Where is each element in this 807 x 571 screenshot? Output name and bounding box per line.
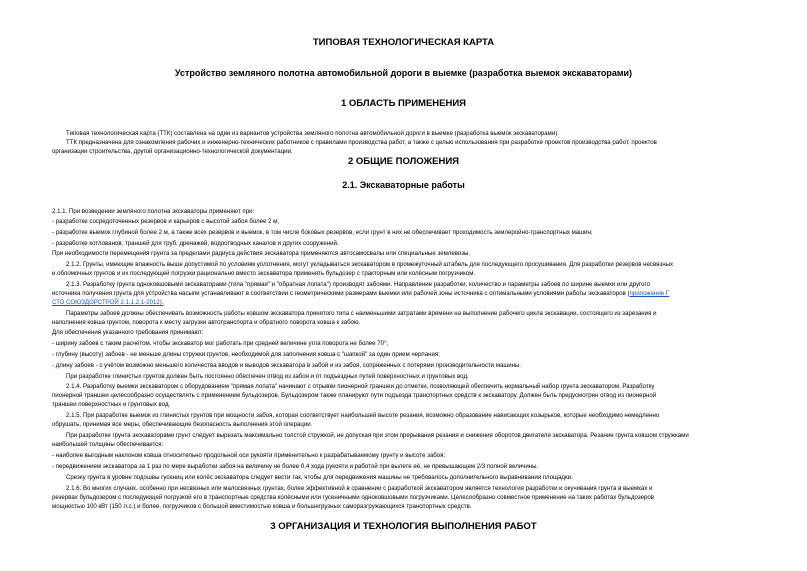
section-1-heading: 1 ОБЛАСТЬ ПРИМЕНЕНИЯ	[340, 98, 467, 109]
paragraph-line: мощностью 100 кВт (150 л.с.) и более, погрузчиков с большой вместимостью ковша и большегрузных саморазгружающихся транспортных средств.	[52, 503, 472, 510]
paragraph-line: Типовая технологическая карта (ТТК) составлена на один из вариантов устройства земляного полотна автомобильной дороги в выемке (разработка выемок экскаваторами).	[66, 130, 559, 137]
paragraph-line: организации строительства, другой организационно-технологической документации.	[52, 148, 293, 155]
document-subtitle: Устройство земляного полотна автомобильной дороги в выемке (разработка выемок экскаваторами)	[174, 68, 633, 78]
paragraph-line: 2.1.5. При разработке выемок из глинистых грунтов при мощности забоя, которая соответствует наибольшей высоте резания, возможно образование нависающих козырьков, которые необходимо немедленно	[66, 412, 660, 419]
paragraph-line: 2.1.6. Во многих случаях, особенно при несвязных или малосвязных грунтах, более эффективной в сравнении с разработкой экскаватором является технология разработки и окучивания грунта в выемках и	[66, 485, 653, 492]
paragraph-text: источника получения грунта для устройства насыпи устанавливают в соответствии с геометрическими размерами выемки или рабочей зоны источника с оптимальными условиями работы экскаваторов (	[52, 290, 630, 297]
list-item: - глубину (высоту) забоев - не меньше длины стружки грунтов, необходимой для заполнения ковша с "шапкой" за один прием черпания;	[52, 351, 440, 358]
list-item: - разработке котлованов, траншей для труб, дренажей, водоотводных каналов и других сооружений.	[52, 240, 339, 247]
section-2-heading: 2 ОБЩИЕ ПОЛОЖЕНИЯ	[348, 156, 459, 167]
paragraph-line: ТТК предназначена для ознакомления рабочих и инженерно-технических работников с правилами производства работ, а также с целью использования при разработке проектов производства работ, проектов	[66, 139, 657, 146]
paragraph-line: При разработке грунта экскаваторами грунт следует вырезать максимально толстой стружкой, не допуская при этом прерывания резания и снижения оборотов двигателя экскаватора. Резание грунта ковшом стружками	[66, 432, 689, 439]
paragraph-line	[52, 289, 669, 298]
paragraph-line: При необходимости перемещения грунта за пределами радиуса действия экскаватора применяются автосамосвалы или специальные землевозы.	[52, 250, 471, 257]
paragraph-line: Для обеспечения указанного требования принимают:	[52, 329, 204, 336]
appendix-link[interactable]: приложение Г	[629, 290, 670, 297]
paragraph-line: обрушать, принимая все меры, обеспечивающие безопасность выполнения этой операции.	[52, 421, 313, 428]
paragraph-line: 2.1.3. Разработку грунта одноковшовыми экскаваторами (типа "прямая" и "обратная лопата") производят забоями. Направление разработки, количество и параметры забоев по ширине выемки или другого	[66, 281, 650, 288]
paragraph-line: пионерной траншеи целесообразно осуществлять с применением бульдозеров. Бульдозером также планируют пути подъезда транспортных средств к экскаватору. Должен быть предусмотрен отвод из пионерной	[52, 392, 657, 399]
section-3-heading: 3 ОРГАНИЗАЦИЯ И ТЕХНОЛОГИЯ ВЫПОЛНЕНИЯ РАБОТ	[270, 521, 537, 532]
paragraph-line: траншеи поверхностных и грунтовых вод.	[52, 401, 171, 408]
paragraph-line: Параметры забоев должны обеспечивать возможность работы ковшом экскаватора принятого типа с наименьшими затратами времени на выполнение рабочего цикла экскавации, состоящего из зарезания и	[66, 310, 657, 317]
document-title: ТИПОВАЯ ТЕХНОЛОГИЧЕСКАЯ КАРТА	[312, 37, 495, 48]
subsection-2-1-heading: 2.1. Экскаваторные работы	[342, 180, 465, 190]
paragraph-line: наибольшей толщины обеспечивается:	[52, 441, 164, 448]
paragraph-line: и обломочных грунтов и их последующей погрузки рационально вместо экскаватора применять бульдозер с тракторным или колёсным погрузчиком.	[52, 270, 476, 277]
list-item: - разработке сосредоточенных резервов и карьеров с высотой забоя более 2 м;	[52, 218, 280, 225]
list-item: - разработке выемок глубиной более 2 м, а также всех резервов и выемок, в том числе боковых резервов, если грунт в них не обеспечивает проходимость землеройно-транспортных машин;	[52, 229, 593, 236]
paragraph-line: 2.1.1. При возведении земляного полотна экскаваторы применяют при:	[52, 208, 255, 215]
paragraph-line: Срезку грунта в уровне подошвы гусениц или колёс экскаватора следует вести так, чтобы для передвижения машины не требовалось дополнительного выравнивания площадки.	[66, 474, 573, 481]
paragraph-line: резервах бульдозером с последующей погрузкой его в транспортные средства колёсными или гусеничными одноковшовыми погрузчиками. Целесообразно совместное применение на таких работах бульдозеров	[52, 494, 654, 501]
standard-link[interactable]: СТО СОЮЗДОРСТРОЙ 2.1.1.2.1-2012).	[52, 299, 164, 306]
paragraph-line	[52, 298, 163, 307]
list-item: - длину забоев - с учётом возможно меньшего количества вводов и выводов экскаватора в забой и из забоя, сопряженных с потерями производительности машины.	[52, 362, 522, 369]
paragraph-line: 2.1.4. Разработку выемки экскаватором с оборудованием "прямая лопата" начинают с отрывки пионерной траншеи до отметки, позволяющей обеспечить нормальный набор грунта экскаватором. Разработку	[66, 383, 655, 390]
list-item: - передвижением экскаватора за 1 раз по мере выработки забоя на величину не более 0,4 хода рукояти и работой при вылете её, не превышающем 2/3 полной величины.	[52, 463, 539, 470]
paragraph-line: наполнения ковша грунтом, поворота к месту загрузки автотранспорта и обратного поворота ковша к забою.	[52, 319, 361, 326]
paragraph-line: При разработке глинистых грунтов должен быть постоянно обеспечен отвод из забоя и от подъездных путей поверхностных и грунтовых вод.	[66, 373, 469, 380]
paragraph-line: 2.1.2. Грунты, имеющие влажность выше допустимой по условиям уплотнения, могут укладываться экскаватором в промежуточный штабель для последующего просушивания. Для разработки резервов несвязных	[66, 261, 674, 268]
list-item: - ширину забоев с таким расчётом, чтобы экскаватор мог работать при средней величине угла поворота не более 70°;	[52, 340, 389, 347]
list-item: - наиболее выгодным наклоном ковша относительно продольной оси рукояти применительно к разрабатываемому грунту и высоте забоя;	[52, 452, 446, 459]
